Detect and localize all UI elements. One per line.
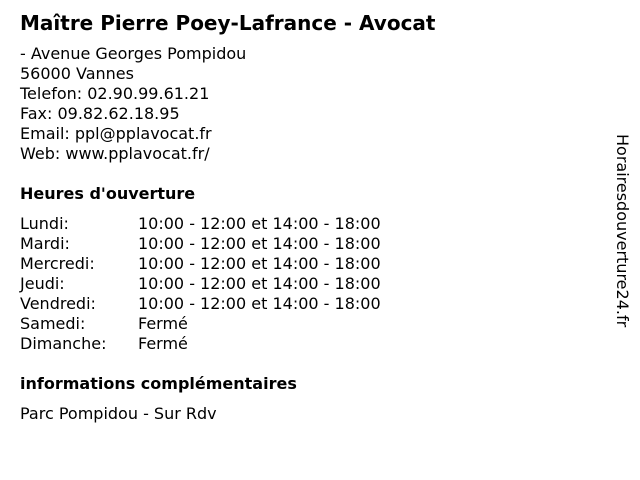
hours-day: Lundi:	[20, 214, 69, 233]
hours-row	[20, 314, 600, 334]
hours-time: 10:00 - 12:00 et 14:00 - 18:00	[138, 274, 381, 293]
hours-time: 10:00 - 12:00 et 14:00 - 18:00	[138, 234, 381, 253]
hours-time: Fermé	[138, 314, 188, 333]
page-title: Maître Pierre Poey-Lafrance - Avocat	[20, 11, 436, 35]
web-line: Web: www.pplavocat.fr/	[20, 144, 210, 163]
address-line: - Avenue Georges Pompidou	[20, 44, 247, 63]
city-line: 56000 Vannes	[20, 64, 134, 83]
additional-info-text: Parc Pompidou - Sur Rdv	[20, 404, 217, 423]
opening-hours-heading: Heures d'ouverture	[20, 184, 196, 203]
hours-day: Mercredi:	[20, 254, 95, 273]
hours-row	[20, 294, 600, 314]
email-line: Email: ppl@pplavocat.fr	[20, 124, 212, 143]
hours-time: 10:00 - 12:00 et 14:00 - 18:00	[138, 254, 381, 273]
opening-hours-list	[20, 214, 600, 354]
hours-day: Jeudi:	[20, 274, 65, 293]
hours-row	[20, 214, 600, 234]
hours-time: Fermé	[138, 334, 188, 353]
hours-day: Mardi:	[20, 234, 70, 253]
hours-day: Samedi:	[20, 314, 86, 333]
hours-row	[20, 274, 600, 294]
hours-day: Vendredi:	[20, 294, 96, 313]
hours-row	[20, 334, 600, 354]
hours-time: 10:00 - 12:00 et 14:00 - 18:00	[138, 294, 381, 313]
hours-day: Dimanche:	[20, 334, 107, 353]
hours-time: 10:00 - 12:00 et 14:00 - 18:00	[138, 214, 381, 233]
fax-line: Fax: 09.82.62.18.95	[20, 104, 180, 123]
additional-info-heading: informations complémentaires	[20, 374, 297, 393]
site-watermark: Horairesdouverture24.fr	[613, 134, 632, 328]
hours-row	[20, 254, 600, 274]
business-card	[20, 10, 600, 424]
hours-row	[20, 234, 600, 254]
phone-line: Telefon: 02.90.99.61.21	[20, 84, 210, 103]
